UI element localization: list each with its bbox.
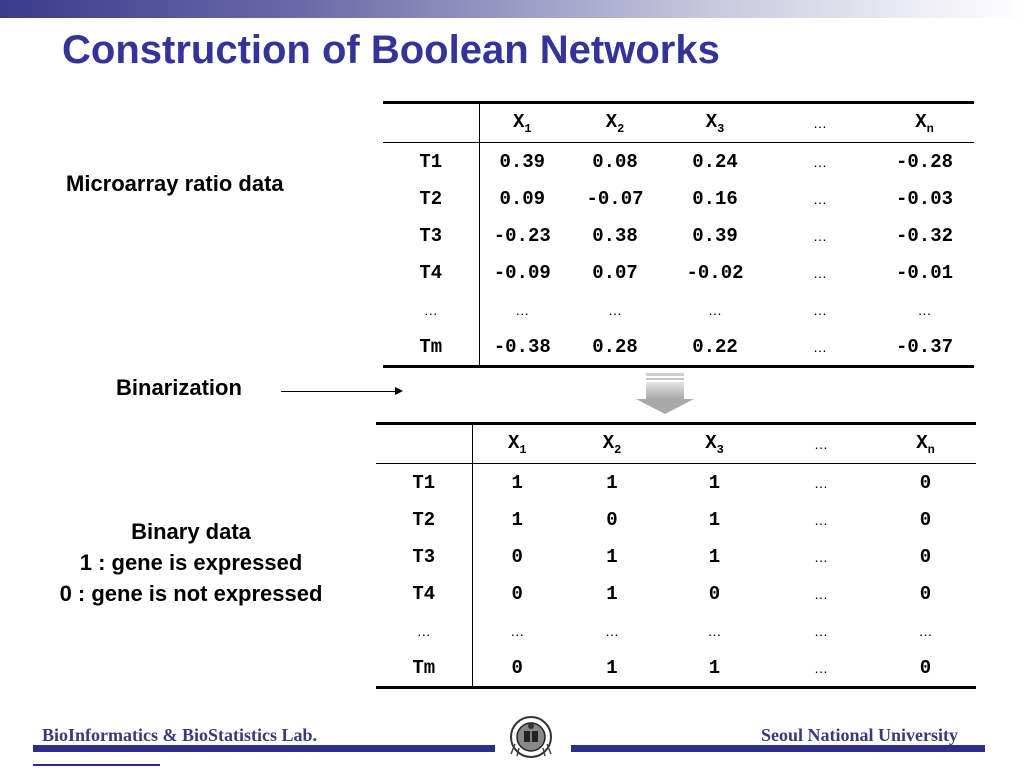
column-header-subscript: n bbox=[927, 442, 935, 457]
table-cell: 1 bbox=[662, 649, 767, 688]
table-cell: 0 bbox=[875, 649, 976, 688]
table-cell: … bbox=[813, 227, 827, 244]
column-header-base: … bbox=[813, 115, 827, 131]
column-header bbox=[767, 424, 875, 464]
table-cell: -0.03 bbox=[895, 187, 953, 210]
table-cell: … bbox=[708, 301, 722, 318]
table-cell: 0 bbox=[606, 508, 618, 531]
binarization-arrow-line bbox=[281, 391, 396, 392]
column-header-subscript: 2 bbox=[614, 442, 622, 457]
column-header-base: X bbox=[605, 110, 618, 133]
table-cell: 0 bbox=[472, 649, 562, 688]
row-header: T4 bbox=[383, 254, 479, 291]
row-header: T3 bbox=[383, 217, 479, 254]
table-cell: 0.24 bbox=[692, 150, 738, 173]
table-cell: 0 bbox=[919, 545, 932, 568]
column-header-base: X bbox=[915, 110, 927, 133]
column-header-subscript: n bbox=[926, 121, 934, 136]
table-cell: 1 bbox=[708, 545, 721, 568]
table-cell: -0.09 bbox=[493, 261, 551, 284]
table-cell: … bbox=[814, 622, 828, 639]
table-cell: -0.28 bbox=[895, 150, 953, 173]
column-header-subscript: 1 bbox=[519, 442, 527, 457]
table-row bbox=[376, 464, 976, 502]
footer-lab-name: BioInformatics & BioStatistics Lab. bbox=[42, 725, 318, 745]
table-cell: 0 bbox=[708, 582, 721, 605]
column-header bbox=[875, 424, 976, 464]
binary-line1: 1 : gene is expressed bbox=[79, 550, 303, 575]
table-cell: -0.38 bbox=[479, 328, 565, 367]
table-cell: 1 bbox=[511, 471, 523, 494]
right-arrow-icon bbox=[395, 387, 403, 395]
column-header-subscript: 3 bbox=[717, 121, 725, 136]
table-cell: … bbox=[767, 649, 875, 688]
table-cell: … bbox=[813, 190, 827, 207]
table-cell: 0.39 bbox=[692, 224, 738, 247]
column-header bbox=[472, 424, 562, 464]
column-header-subscript: 3 bbox=[716, 442, 724, 457]
slide-title: Construction of Boolean Networks bbox=[62, 28, 720, 72]
table-cell: 1 bbox=[708, 471, 721, 494]
table-row bbox=[383, 217, 974, 254]
table-cell: … bbox=[814, 585, 828, 602]
table-row bbox=[383, 328, 974, 367]
table-cell: 1 bbox=[708, 508, 721, 531]
column-header bbox=[765, 103, 875, 143]
table-cell: 0.16 bbox=[692, 187, 738, 210]
row-header: Tm bbox=[383, 328, 479, 367]
table-cell: -0.37 bbox=[875, 328, 974, 367]
column-header-subscript: 2 bbox=[617, 121, 625, 136]
column-header-base: X bbox=[512, 110, 525, 133]
table-cell: 0.38 bbox=[592, 224, 638, 247]
column-header-base: X bbox=[507, 431, 520, 454]
table-cell: -0.23 bbox=[493, 224, 551, 247]
table-row bbox=[376, 575, 976, 612]
table-cell: 0.07 bbox=[592, 261, 638, 284]
binarization-label: Binarization bbox=[116, 375, 242, 400]
table-cell: … bbox=[918, 622, 933, 639]
table-cell: … bbox=[814, 474, 828, 491]
table-cell: 0.08 bbox=[592, 150, 638, 173]
row-header: Tm bbox=[376, 649, 472, 688]
corner-cell bbox=[383, 103, 479, 143]
binary-body bbox=[376, 464, 976, 688]
table-cell: … bbox=[510, 622, 525, 639]
table-cell: … bbox=[608, 301, 622, 318]
table-row bbox=[376, 612, 976, 649]
table-cell: … bbox=[814, 548, 828, 565]
table-row bbox=[376, 538, 976, 575]
row-header: T4 bbox=[376, 575, 472, 612]
table-cell: 1 bbox=[511, 508, 523, 531]
binary-table bbox=[376, 422, 976, 689]
footer-underline bbox=[33, 764, 160, 766]
table-cell: … bbox=[814, 511, 828, 528]
table-cell: … bbox=[813, 301, 827, 318]
table-cell: -0.02 bbox=[686, 261, 744, 284]
table-cell: … bbox=[605, 622, 619, 639]
table-cell: … bbox=[813, 264, 827, 281]
column-header bbox=[562, 424, 662, 464]
table-cell: -0.32 bbox=[895, 224, 953, 247]
table-cell: 0 bbox=[511, 582, 523, 605]
microarray-label: Microarray ratio data bbox=[66, 171, 284, 196]
table-row bbox=[383, 254, 974, 291]
table-cell: 1 bbox=[606, 545, 618, 568]
table-cell: 1 bbox=[606, 582, 618, 605]
row-header: T2 bbox=[376, 501, 472, 538]
binary-line2: 0 : gene is not expressed bbox=[59, 581, 323, 606]
table-cell: 0.22 bbox=[665, 328, 765, 367]
row-header: … bbox=[376, 612, 472, 649]
table-cell: 0 bbox=[919, 582, 932, 605]
footer-bar-right bbox=[571, 745, 985, 752]
table-cell: 1 bbox=[562, 649, 662, 688]
row-header: T1 bbox=[383, 143, 479, 181]
table-cell: … bbox=[813, 153, 827, 170]
table-cell: … bbox=[515, 301, 530, 318]
university-emblem-icon bbox=[509, 714, 553, 760]
row-header: … bbox=[383, 291, 479, 328]
table-cell: 0 bbox=[919, 471, 932, 494]
footer-university-name: Seoul National University bbox=[761, 725, 959, 745]
table-cell: -0.01 bbox=[895, 261, 953, 284]
column-header-base: X bbox=[916, 431, 928, 454]
footer-bar-left bbox=[33, 745, 495, 752]
binary-legend bbox=[30, 516, 352, 609]
row-header: T2 bbox=[383, 180, 479, 217]
binary-title: Binary data bbox=[131, 519, 251, 544]
table-row bbox=[383, 143, 974, 181]
table-cell: 1 bbox=[606, 471, 618, 494]
binary-header-row bbox=[376, 424, 976, 464]
table-cell: 0 bbox=[511, 545, 523, 568]
down-arrow-icon bbox=[636, 373, 694, 415]
column-header-subscript: 1 bbox=[524, 121, 532, 136]
column-header bbox=[565, 103, 665, 143]
column-header bbox=[665, 103, 765, 143]
row-header: T3 bbox=[376, 538, 472, 575]
table-cell: 0.39 bbox=[499, 150, 546, 173]
table-cell: 0.28 bbox=[565, 328, 665, 367]
table-row bbox=[383, 180, 974, 217]
table-cell: -0.07 bbox=[586, 187, 644, 210]
column-header-base: X bbox=[705, 110, 718, 133]
table-cell: … bbox=[707, 622, 722, 639]
column-header bbox=[875, 103, 974, 143]
top-gradient-bar bbox=[0, 0, 1024, 18]
ratio-header-row bbox=[383, 103, 974, 143]
row-header: T1 bbox=[376, 464, 472, 502]
table-cell: … bbox=[765, 328, 875, 367]
table-cell: 0.09 bbox=[499, 187, 546, 210]
column-header-base: X bbox=[602, 431, 615, 454]
table-row bbox=[383, 291, 974, 328]
column-header-base: … bbox=[814, 436, 828, 452]
corner-cell bbox=[376, 424, 472, 464]
column-header bbox=[479, 103, 565, 143]
ratio-body bbox=[383, 143, 974, 367]
column-header-base: X bbox=[705, 431, 717, 454]
ratio-table bbox=[383, 101, 974, 368]
table-cell: 0 bbox=[919, 508, 932, 531]
table-row bbox=[376, 501, 976, 538]
column-header bbox=[662, 424, 767, 464]
table-cell: … bbox=[917, 301, 932, 318]
table-row bbox=[376, 649, 976, 688]
